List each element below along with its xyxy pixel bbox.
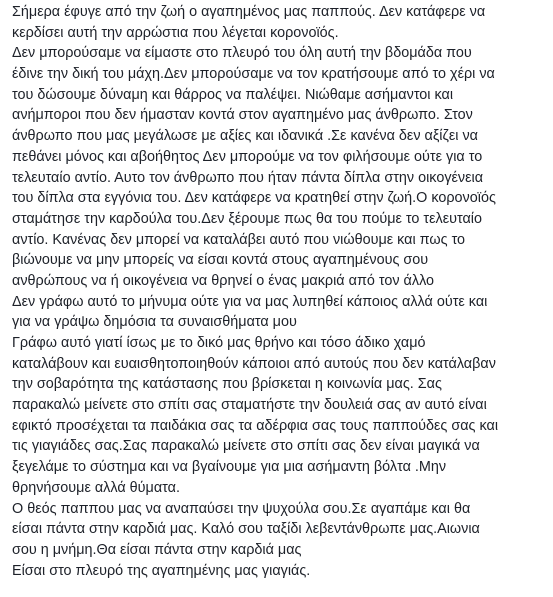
post-line: Σήμερα έφυγε από την ζωή ο αγαπημένος μας παππούς. Δεν κατάφερε να — [12, 4, 486, 20]
post-line: Γράφω αυτό γιατί ίσως με το δικό μας θρήνο και τόσο άδικο χαμό — [12, 335, 426, 351]
post-line: σταμάτησε την καρδούλα του.Δεν ξέρουμε πως θα του πούμε το τελευταίο — [12, 210, 482, 227]
post-line: ανθρώπους να ή οικογένεια να θρηνεί ο ένας μακριά από τον άλλο — [12, 272, 435, 289]
post-line: εφικτό προσέχεται τα παιδάκια σας τα αδέρφια σας τους παππούδες σας και — [12, 417, 499, 434]
post-line: την σοβαρότητα της κατάστασης που βρίσκεται η κοινωνία μας. Σας — [12, 376, 442, 393]
post-line: αντίο. Κανένας δεν μπορεί να καταλάβει αυτό που νιώθουμε και πως το — [12, 231, 466, 248]
post-line: σου η μνήμη.Θα είσαι πάντα στην καρδιά μας — [12, 541, 302, 558]
post-line: θρηνήσουμε αλλά θύματα. — [12, 479, 180, 496]
post-line: ανήμποροι που δεν ήμασταν κοντά στον αγαπημένο μας άνθρωπο. Στον — [12, 107, 473, 124]
post-line: για να γράψω δημόσια τα συναισθήματα μου — [12, 314, 297, 331]
post-line: Δεν γράφω αυτό το μήνυμα ούτε για να μας λυπηθεί κάποιος αλλά ούτε και — [12, 293, 488, 310]
post-line: κερδίσει αυτή την αρρώστια που λέγεται κορονοϊός. — [12, 24, 339, 41]
post-line: έδινε την δική του μάχη.Δεν μπορούσαμε να τον κρατήσουμε από το χέρι να — [12, 66, 495, 83]
post-line: Δεν μπορούσαμε να είμαστε στο πλευρό του όλη αυτή την βδομάδα που — [12, 45, 472, 62]
post-line: του δίπλα στα εγγόνια του. Δεν κατάφερε να κρατηθεί στην ζωή.Ο κορονοϊός — [12, 190, 496, 207]
post-line: είσαι πάντα στην καρδιά μας. Καλό σου ταξίδι λεβεντάνθρωπε μας.Αιωνια — [12, 521, 480, 538]
post-line: καταλάβουν και ευαισθητοποιηθούν κάποιοι από αυτούς που δεν κατάλαβαν — [12, 355, 496, 372]
post-line: βιώνουμε να μην μπορείς να είσαι κοντά στους αγαπημένους σου — [12, 252, 429, 269]
post-line: ξεγελάμε το σύστημα και να βγαίνουμε για μια ασήμαντη βόλτα .Μην — [12, 459, 447, 476]
post-line: πεθάνει μόνος και αβοήθητος Δεν μπορούμε να τον φιλήσουμε ούτε για το — [12, 148, 483, 165]
post-line: τις γιαγιάδες σας.Σας παρακαλώ μείνετε στο σπίτι σας δεν είναι μαγικά να — [12, 438, 480, 455]
post-line: του δώσουμε δύναμη και θάρρος να παλέψει. Νιώθαμε ασήμαντοι και — [12, 86, 454, 103]
post-line: Ο θεός παππου μας να αναπαύσει την ψυχούλα σου.Σε αγαπάμε και θα — [12, 500, 471, 517]
post-line: τελευταίο αντίο. Αυτο τον άνθρωπο που ήταν πάντα δίπλα στην οικογένεια — [12, 169, 484, 186]
post-line: παρακαλώ μείνετε στο σπίτι σας σταματήστε την δουλειά σας αν αυτό είναι — [12, 397, 487, 414]
post-line: άνθρωπο που μας μεγάλωσε με αξίες και ιδανικά .Σε κανένα δεν αξίζει να — [12, 128, 478, 145]
post-line: Είσαι στο πλευρό της αγαπημένης μας γιαγιάς. — [12, 562, 311, 579]
